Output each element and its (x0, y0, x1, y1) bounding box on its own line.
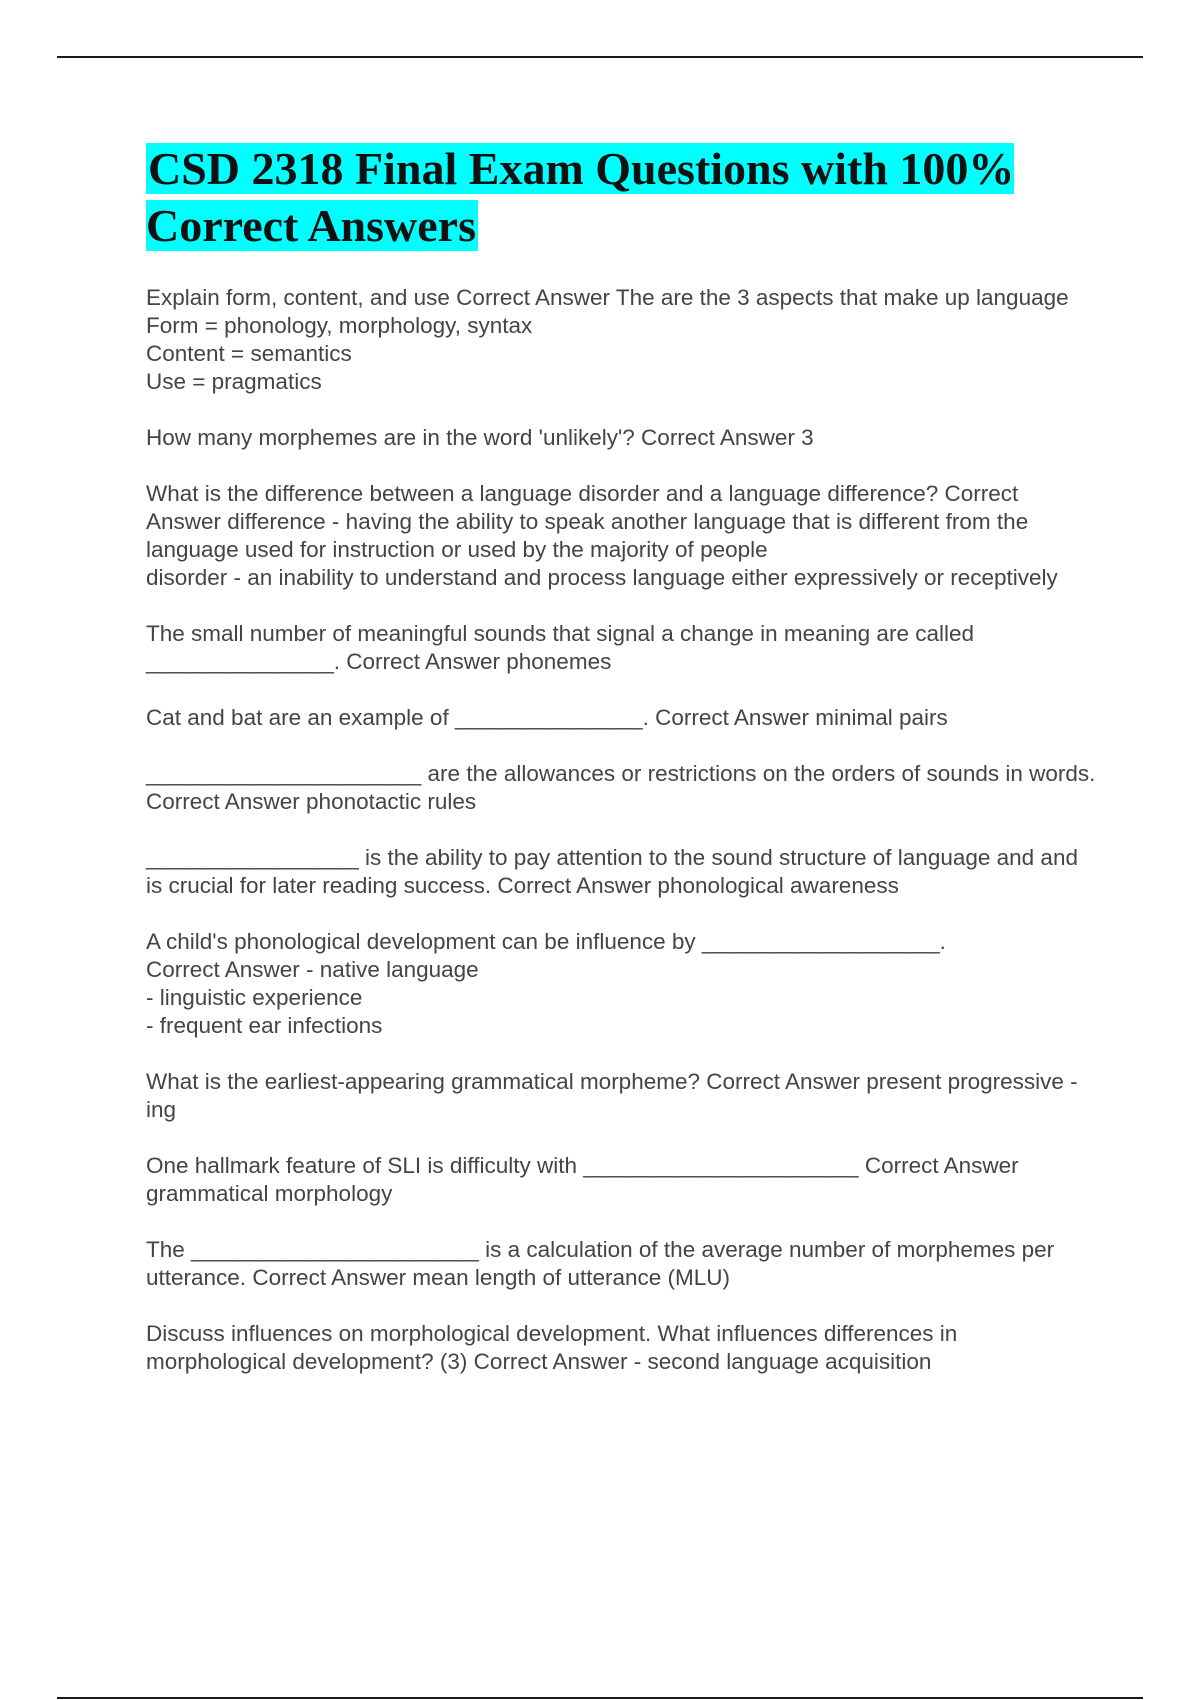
qa-line: Correct Answer - native language (146, 957, 479, 982)
qa-line: One hallmark feature of SLI is difficulty with ______________________ Correct Answer grammatical morphology (146, 1153, 1019, 1206)
qa-line: Form = phonology, morphology, syntax (146, 313, 533, 338)
qa-item (146, 1236, 1096, 1292)
qa-item (146, 1068, 1096, 1124)
header-rule (57, 56, 1143, 58)
qa-line: How many morphemes are in the word 'unlikely'? Correct Answer 3 (146, 425, 814, 450)
qa-line: Content = semantics (146, 341, 352, 366)
qa-item (146, 760, 1096, 816)
qa-line: The _______________________ is a calculation of the average number of morphemes per utterance. Correct Answer mean length of utterance (MLU) (146, 1237, 1055, 1290)
qa-line: What is the difference between a language disorder and a language difference? Correct Answer difference - having the ability to speak another language that is different from the language used for instruction or used by the majority of people (146, 481, 1029, 562)
qa-line: _________________ is the ability to pay attention to the sound structure of language and and is crucial for later reading success. Correct Answer phonological awareness (146, 845, 1078, 898)
qa-line: A child's phonological development can be influence by ___________________. (146, 929, 946, 954)
document-body (146, 140, 1096, 1404)
qa-item (146, 1320, 1096, 1376)
qa-line: Explain form, content, and use Correct Answer The are the 3 aspects that make up language (146, 285, 1069, 310)
document-title: CSD 2318 Final Exam Questions with 100% Correct Answers (146, 143, 1015, 251)
qa-line: What is the earliest-appearing grammatical morpheme? Correct Answer present progressive -ing (146, 1069, 1078, 1122)
footer-rule (57, 1697, 1143, 1699)
qa-item (146, 844, 1096, 900)
qa-item (146, 480, 1096, 592)
qa-item (146, 424, 1096, 452)
qa-line: Discuss influences on morphological development. What influences differences in morphological development? (3) Correct Answer - second language acquisition (146, 1321, 958, 1374)
qa-item (146, 284, 1096, 396)
qa-item (146, 620, 1096, 676)
qa-item (146, 1152, 1096, 1208)
qa-line: The small number of meaningful sounds that signal a change in meaning are called _______________. Correct Answer phonemes (146, 621, 974, 674)
qa-line: Cat and bat are an example of _______________. Correct Answer minimal pairs (146, 705, 948, 730)
qa-item (146, 704, 1096, 732)
qa-line: - linguistic experience (146, 985, 363, 1010)
qa-line: disorder - an inability to understand and process language either expressively or receptively (146, 565, 1058, 590)
qa-item (146, 928, 1096, 1040)
qa-line: ______________________ are the allowances or restrictions on the orders of sounds in words. Correct Answer phonotactic rules (146, 761, 1096, 814)
qa-line: Use = pragmatics (146, 369, 322, 394)
qa-line: - frequent ear infections (146, 1013, 383, 1038)
